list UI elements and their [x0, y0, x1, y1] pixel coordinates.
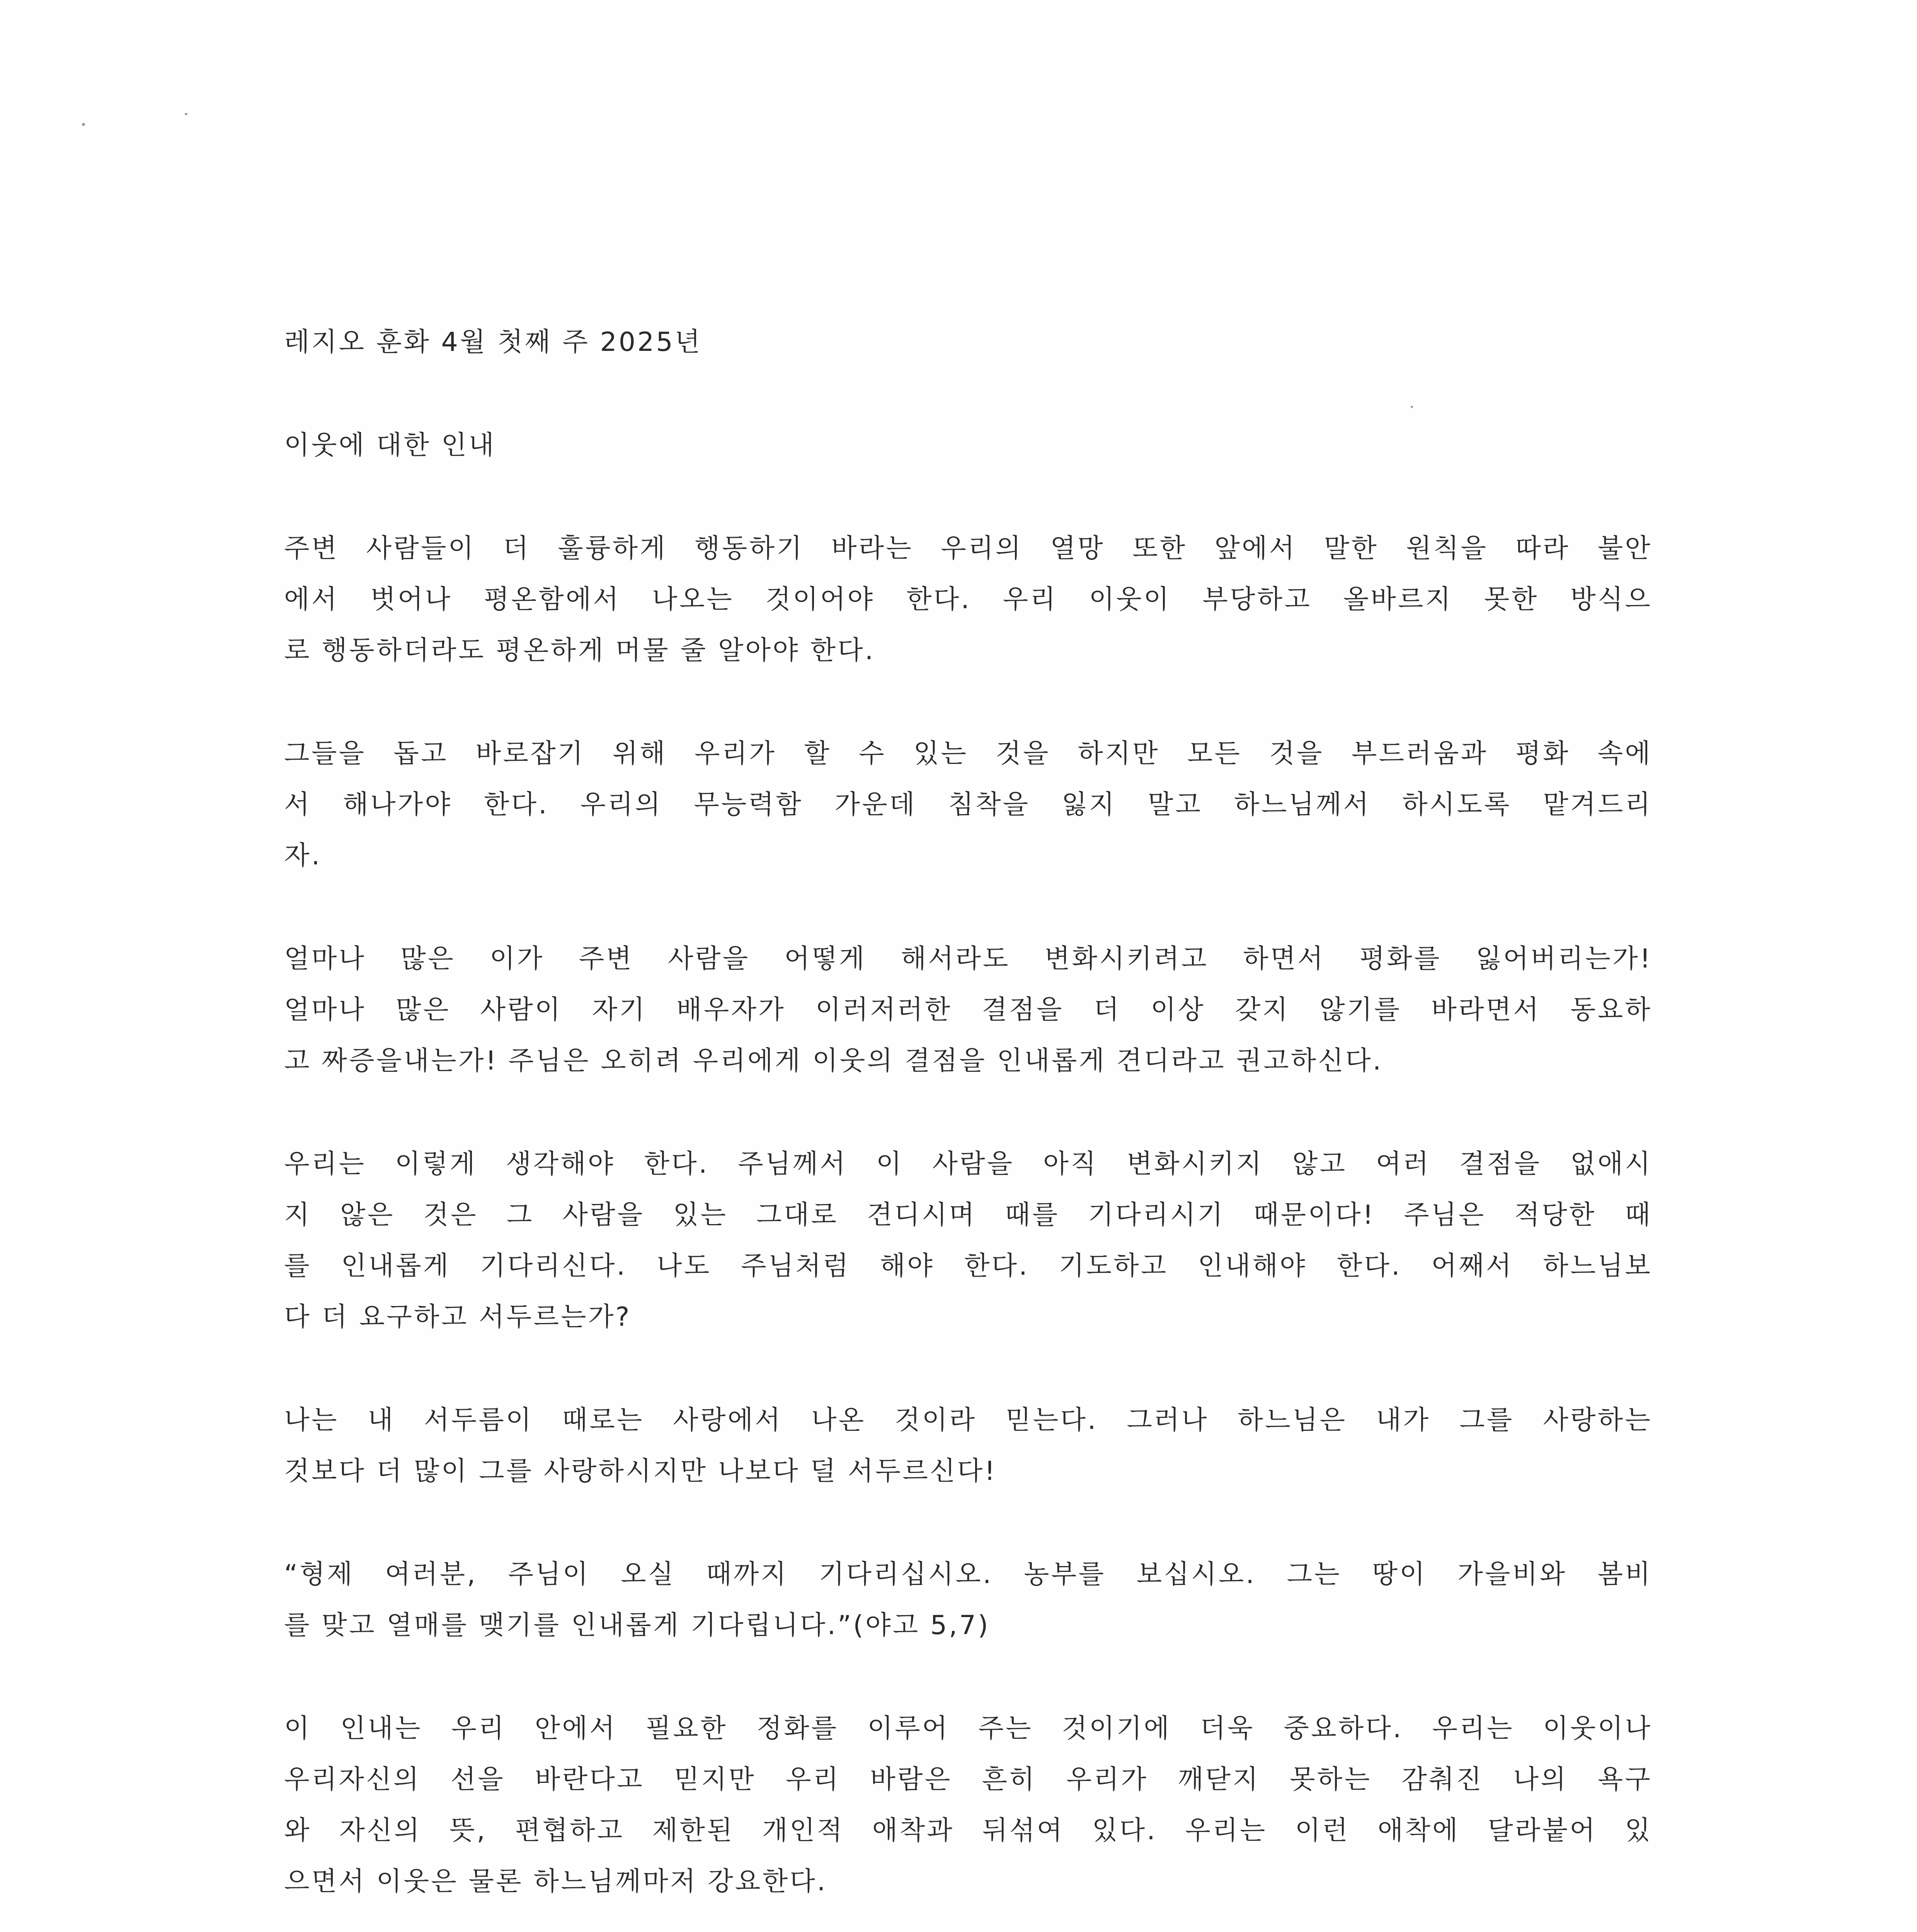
paragraph-line: 얼마나 많은 이가 주변 사람을 어떻게 해서라도 변화시키려고 하면서 평화를 잃어버리는가!: [284, 944, 1652, 974]
paragraph-line: 주변 사람들이 더 훌륭하게 행동하기 바라는 우리의 열망 또한 앞에서 말한 원칙을 따라 불안: [284, 533, 1652, 564]
paragraph: [284, 1139, 1652, 1343]
paragraph-line: 로 행동하더라도 평온하게 머물 줄 알아야 한다.: [284, 635, 875, 666]
paragraph: [284, 523, 1652, 676]
paragraph-line: 우리는 이렇게 생각해야 한다. 주님께서 이 사람을 아직 변화시키지 않고 여러 결점을 없애시: [284, 1149, 1652, 1179]
paragraph-line: “형제 여러분, 주님이 오실 때까지 기다리십시오. 농부를 보십시오. 그는 땅이 가을비와 봄비: [284, 1559, 1652, 1590]
paragraph-line: 우리자신의 선을 바란다고 믿지만 우리 바람은 흔히 우리가 깨닫지 못하는 감춰진 나의 욕구: [284, 1764, 1652, 1795]
paragraph: [284, 1703, 1652, 1907]
document-title: 이웃에 대한 인내: [284, 430, 496, 461]
paragraph-line: 나는 내 서두름이 때로는 사랑에서 나온 것이라 믿는다. 그러나 하느님은 내가 그를 사랑하는: [284, 1405, 1652, 1435]
paragraph-line: 에서 벗어나 평온함에서 나오는 것이어야 한다. 우리 이웃이 부당하고 올바르지 못한 방식으: [284, 584, 1652, 615]
paragraph: [284, 934, 1652, 1087]
paragraph-line: 지 않은 것은 그 사람을 있는 그대로 견디시며 때를 기다리시기 때문이다! 주님은 적당한 때: [284, 1200, 1652, 1230]
paragraph-line: 자.: [284, 840, 322, 871]
paragraph-line: 으면서 이웃은 물론 하느님께마저 강요한다.: [284, 1866, 827, 1897]
paragraph-line: 와 자신의 뜻, 편협하고 제한된 개인적 애착과 뒤섞여 있다. 우리는 이런 애착에 달라붙어 있: [284, 1815, 1652, 1846]
paragraph: [284, 728, 1652, 881]
paragraph-line: 그들을 돕고 바로잡기 위해 우리가 할 수 있는 것을 하지만 모든 것을 부드러움과 평화 속에: [284, 738, 1652, 769]
scan-speck: [82, 123, 85, 126]
scripture-quote: [284, 1549, 1652, 1651]
paragraph-line: 다 더 요구하고 서두르는가?: [284, 1302, 632, 1332]
paragraph-line: 것보다 더 많이 그를 사랑하시지만 나보다 덜 서두르신다!: [284, 1456, 997, 1486]
paragraph-line: 얼마나 많은 사람이 자기 배우자가 이러저러한 결점을 더 이상 갖지 않기를 바라면서 동요하: [284, 995, 1652, 1025]
paragraph: [284, 1395, 1652, 1497]
paragraph-line: 서 해나가야 한다. 우리의 무능력함 가운데 침착을 잃지 말고 하느님께서 하시도록 맡겨드리: [284, 789, 1652, 820]
document-header: 레지오 훈화 4월 첫째 주 2025년: [284, 327, 702, 357]
document-body: [284, 317, 1652, 1932]
paragraph-line: 를 맞고 열매를 맺기를 인내롭게 기다립니다.”(야고 5,7): [284, 1610, 990, 1641]
paragraph-line: 이 인내는 우리 안에서 필요한 정화를 이루어 주는 것이기에 더욱 중요하다. 우리는 이웃이나: [284, 1713, 1652, 1744]
paragraph-line: 고 짜증을내는가! 주님은 오히려 우리에게 이웃의 결점을 인내롭게 견디라고 권고하신다.: [284, 1046, 1383, 1076]
paragraph-line: 를 인내롭게 기다리신다. 나도 주님처럼 해야 한다. 기도하고 인내해야 한다. 어째서 하느님보: [284, 1251, 1652, 1281]
scan-speck: [185, 113, 187, 115]
